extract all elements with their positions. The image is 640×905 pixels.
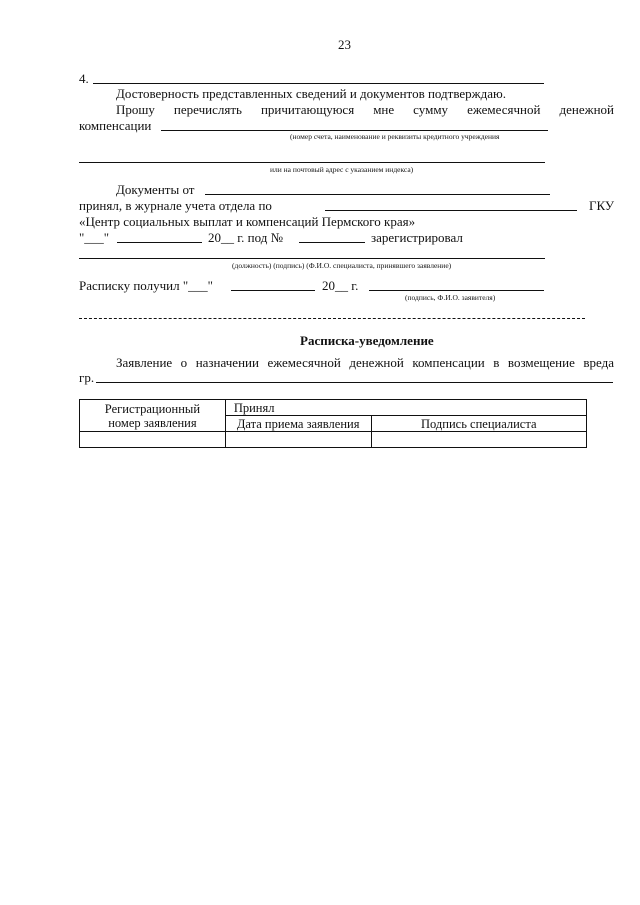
cut-line [79, 318, 585, 319]
accepted-header: Принял [225, 400, 586, 416]
receipt-received: Расписку получил "___" [79, 278, 213, 293]
department-line [325, 210, 577, 211]
date-received-header: Дата приема заявления [225, 416, 371, 432]
specialist-signature-header: Подпись специалиста [371, 416, 587, 432]
postal-caption: или на почтовый адрес с указанием индекса) [270, 165, 414, 174]
item-number: 4. [79, 71, 89, 86]
position-caption: (должность) (подпись) (Ф.И.О. специалиста, принявшего заявление) [232, 261, 452, 270]
specialist-line [79, 258, 545, 259]
documents-from-line [205, 194, 550, 195]
notice-title: Расписка-уведомление [300, 333, 434, 348]
registered-text: зарегистрировал [371, 230, 463, 245]
transfer-text: Прошу перечислять причитающуюся мне сумму ежемесячной денежной [116, 102, 614, 117]
confirm-text: Достоверность представленных сведений и документов подтверждаю. [116, 86, 506, 101]
accepted-line-text: принял, в журнале учета отдела по [79, 198, 272, 213]
date-day: "___" [79, 230, 110, 245]
account-line [161, 130, 548, 131]
date-month-line [117, 242, 202, 243]
reg-number-header-line1: Регистрационный [104, 401, 201, 416]
reg-number-header [80, 400, 226, 432]
specialist-signature-cell [371, 432, 587, 448]
registration-table [79, 399, 587, 448]
postal-line [79, 162, 545, 163]
center-name: «Центр социальных выплат и компенсаций Пермского края» [79, 214, 416, 229]
reg-number-cell [80, 432, 226, 448]
gku-text: ГКУ [589, 198, 615, 213]
documents-from: Документы от [116, 182, 195, 197]
reg-number-header-line2: номер заявления [108, 415, 197, 430]
reg-number-line [299, 242, 365, 243]
statement-text: Заявление о назначении ежемесячной денежной компенсации в возмещение вреда [116, 355, 614, 370]
citizen-abbr: гр. [79, 370, 95, 385]
citizen-line [96, 382, 613, 383]
page-number: 23 [338, 37, 351, 52]
item-4-line [93, 83, 544, 84]
date-year: 20__ г. под № [208, 230, 283, 245]
receipt-month-line [231, 290, 315, 291]
compensation-word: компенсации [79, 118, 152, 133]
date-received-cell [225, 432, 371, 448]
applicant-caption: (подпись, Ф.И.О. заявителя) [405, 293, 496, 302]
receipt-year: 20__ г. [322, 278, 359, 293]
applicant-signature-line [369, 290, 544, 291]
account-caption: (номер счета, наименование и реквизиты кредитного учреждения [290, 132, 500, 141]
